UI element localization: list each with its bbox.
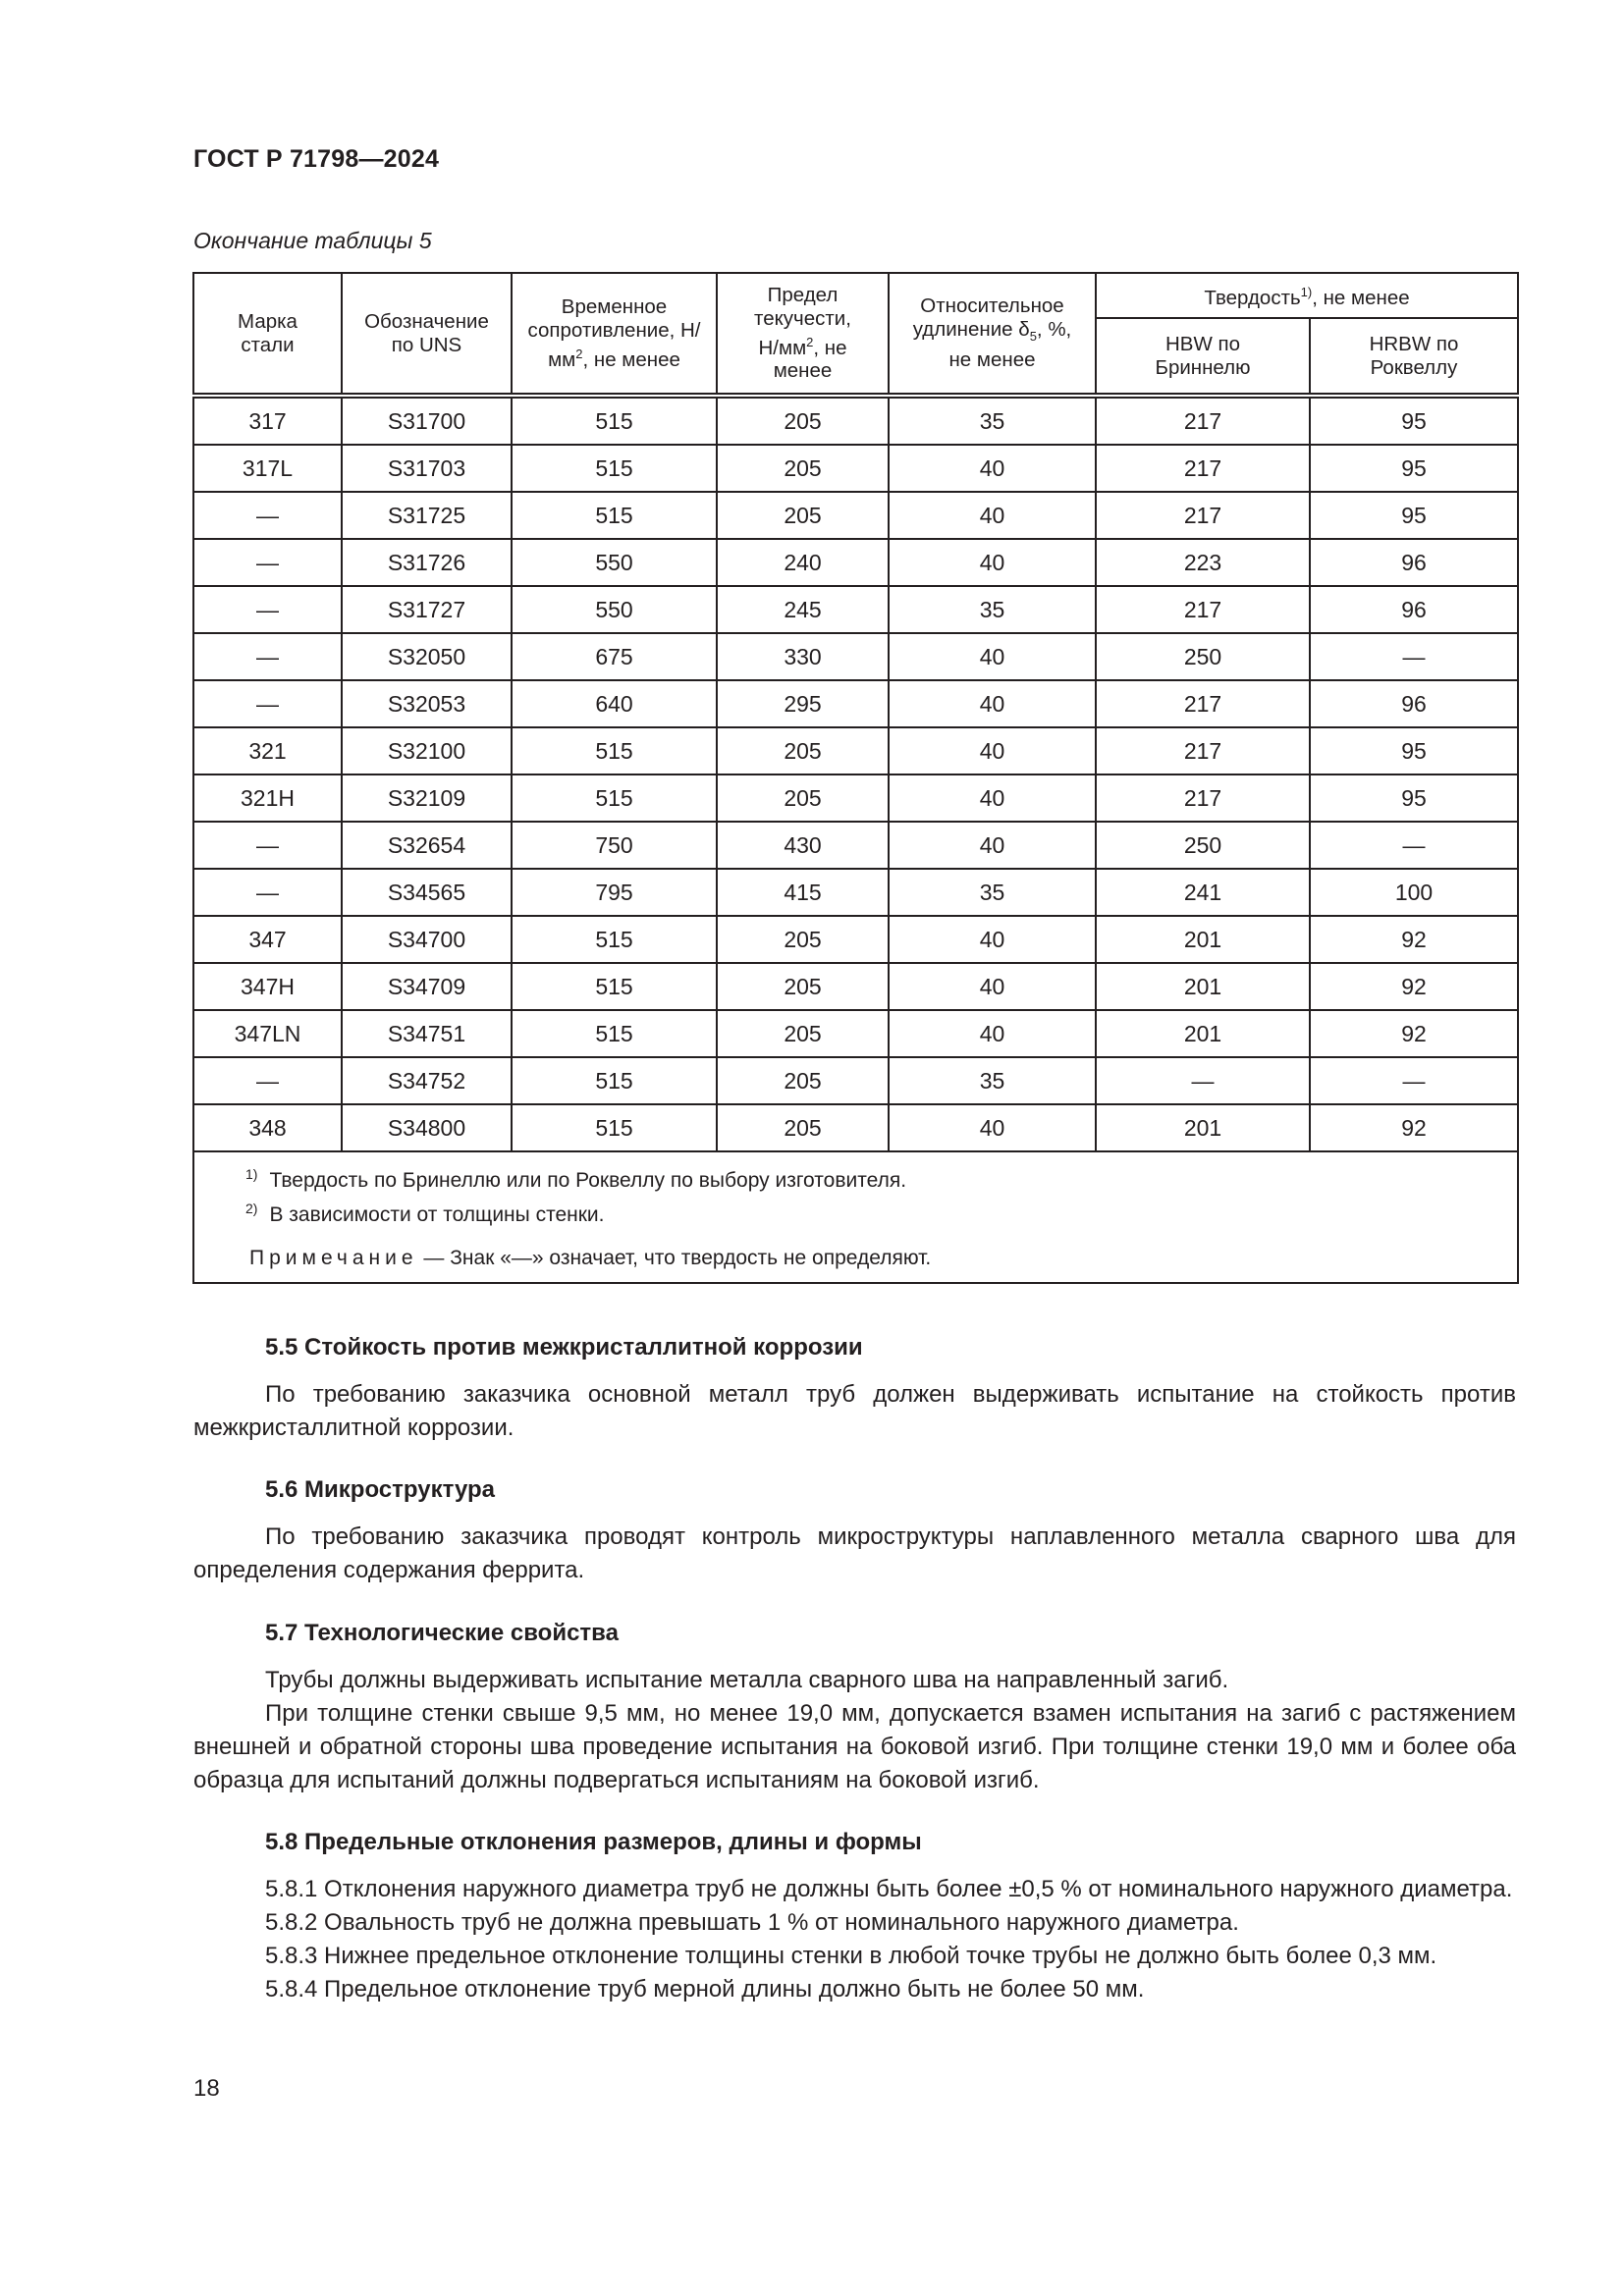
table-row	[193, 586, 1518, 633]
cell-elong: 40	[889, 1010, 1096, 1057]
cell-hrbw: 92	[1310, 916, 1518, 963]
cell-tensile: 550	[512, 539, 717, 586]
cell-hbw: 201	[1096, 1010, 1310, 1057]
table-row	[193, 680, 1518, 727]
cell-elong: 35	[889, 1057, 1096, 1104]
cell-uns: S31727	[342, 586, 512, 633]
cell-hrbw: —	[1310, 633, 1518, 680]
cell-hbw: 250	[1096, 633, 1310, 680]
cell-hbw: 217	[1096, 727, 1310, 774]
section-5-6	[193, 1473, 1516, 1587]
table-row	[193, 396, 1518, 445]
cell-hrbw: 95	[1310, 445, 1518, 492]
cell-uns: S32053	[342, 680, 512, 727]
cell-tensile: 515	[512, 1010, 717, 1057]
header-elongation: Относительное удлинение $\delta_5$, %, не менее	[889, 273, 1096, 396]
cell-yield: 205	[717, 396, 889, 445]
header-uns: Обозначение по UNS	[342, 273, 512, 396]
cell-grade: 317	[193, 396, 342, 445]
cell-hrbw: 92	[1310, 1104, 1518, 1151]
cell-tensile: 515	[512, 774, 717, 822]
cell-uns: S32109	[342, 774, 512, 822]
table-row	[193, 1104, 1518, 1151]
cell-hrbw: 96	[1310, 539, 1518, 586]
paragraph: 5.8.3 Нижнее предельное отклонение толщины стенки в любой точке трубы не должно быть более 0,3 мм.	[265, 1943, 1437, 1969]
cell-hrbw: 95	[1310, 727, 1518, 774]
table-row	[193, 445, 1518, 492]
cell-hrbw: 100	[1310, 869, 1518, 916]
cell-elong: 40	[889, 916, 1096, 963]
paragraph: 5.8.2 Овальность труб не должна превышать 1 % от номинального наружного диаметра.	[265, 1909, 1239, 1936]
cell-grade: 321	[193, 727, 342, 774]
cell-yield: 415	[717, 869, 889, 916]
table-row	[193, 539, 1518, 586]
cell-uns: S34700	[342, 916, 512, 963]
header-yield-strength: Предел текучести, $Н/мм^2$, не менее	[717, 273, 889, 396]
cell-grade: —	[193, 680, 342, 727]
table-body	[193, 396, 1518, 1283]
cell-hrbw: 92	[1310, 963, 1518, 1010]
cell-grade: —	[193, 822, 342, 869]
cell-hrbw: —	[1310, 822, 1518, 869]
section-5-7	[193, 1617, 1516, 1797]
cell-uns: S34751	[342, 1010, 512, 1057]
cell-grade: —	[193, 539, 342, 586]
cell-yield: 430	[717, 822, 889, 869]
footnote-1: $^{1)}$ Твердость по Бринеллю или по Роквеллу по выбору изготовителя.	[245, 1166, 907, 1192]
cell-uns: S34709	[342, 963, 512, 1010]
paragraph: Трубы должны выдерживать испытание металла сварного шва на направленный загиб.	[265, 1667, 1229, 1693]
table-footnotes	[193, 1151, 1518, 1283]
cell-uns: S32100	[342, 727, 512, 774]
cell-yield: 205	[717, 916, 889, 963]
table-row	[193, 916, 1518, 963]
section-title: 5.7 Технологические свойства	[265, 1620, 619, 1646]
document-id-header: ГОСТ Р 71798—2024	[193, 145, 440, 173]
paragraph: По требованию заказчика проводят контроль микроструктуры наплавленного металла сварного шва для определения содержания феррита.	[193, 1523, 1516, 1583]
cell-hbw: 217	[1096, 586, 1310, 633]
table-row	[193, 1010, 1518, 1057]
section-title: 5.6 Микроструктура	[265, 1476, 495, 1503]
paragraph: При толщине стенки свыше 9,5 мм, но менее 19,0 мм, допускается взамен испытания на загиб с растяжением внешней и обратной стороны шва проведение испытания на боковой изгиб. При толщине стенки 19,0 мм и более оба образца для испытаний должны подвергаться испытаниям на боковой изгиб.	[193, 1700, 1516, 1793]
cell-hbw: 217	[1096, 492, 1310, 539]
cell-grade: 347LN	[193, 1010, 342, 1057]
cell-hrbw: 96	[1310, 680, 1518, 727]
section-title: 5.8 Предельные отклонения размеров, длины и формы	[265, 1829, 922, 1855]
cell-grade: —	[193, 1057, 342, 1104]
cell-yield: 205	[717, 445, 889, 492]
table-caption: Окончание таблицы 5	[193, 228, 432, 253]
cell-hbw: 250	[1096, 822, 1310, 869]
cell-uns: S31703	[342, 445, 512, 492]
paragraph: 5.8.1 Отклонения наружного диаметра труб не должны быть более ±0,5 % от номинального наружного диаметра.	[265, 1876, 1513, 1902]
table-row	[193, 1057, 1518, 1104]
cell-grade: —	[193, 492, 342, 539]
cell-hrbw: 95	[1310, 396, 1518, 445]
cell-hbw: 217	[1096, 445, 1310, 492]
cell-yield: 205	[717, 963, 889, 1010]
table-row	[193, 492, 1518, 539]
cell-elong: 40	[889, 680, 1096, 727]
cell-tensile: 515	[512, 396, 717, 445]
cell-hbw: 201	[1096, 916, 1310, 963]
cell-elong: 40	[889, 633, 1096, 680]
cell-hbw: 217	[1096, 680, 1310, 727]
cell-yield: 205	[717, 1057, 889, 1104]
section-5-5	[193, 1331, 1516, 1445]
cell-elong: 40	[889, 1104, 1096, 1151]
cell-tensile: 750	[512, 822, 717, 869]
cell-yield: 205	[717, 492, 889, 539]
cell-tensile: 675	[512, 633, 717, 680]
cell-tensile: 515	[512, 916, 717, 963]
cell-tensile: 795	[512, 869, 717, 916]
cell-hrbw: 95	[1310, 774, 1518, 822]
cell-elong: 40	[889, 727, 1096, 774]
cell-grade: 317L	[193, 445, 342, 492]
mechanical-properties-table	[192, 272, 1519, 1284]
cell-yield: 245	[717, 586, 889, 633]
cell-elong: 35	[889, 869, 1096, 916]
section-5-8	[193, 1826, 1516, 2006]
footnote-2: $^{2)}$ В зависимости от толщины стенки.	[245, 1201, 605, 1226]
cell-tensile: 640	[512, 680, 717, 727]
cell-yield: 205	[717, 1010, 889, 1057]
cell-elong: 35	[889, 396, 1096, 445]
page-number: 18	[193, 2075, 220, 2102]
header-hardness: Твердость$^{1)}$, не менее	[1096, 273, 1518, 318]
cell-grade: 348	[193, 1104, 342, 1151]
cell-hbw: 201	[1096, 1104, 1310, 1151]
cell-hrbw: 95	[1310, 492, 1518, 539]
cell-elong: 40	[889, 492, 1096, 539]
cell-elong: 40	[889, 963, 1096, 1010]
cell-uns: S32050	[342, 633, 512, 680]
cell-uns: S34800	[342, 1104, 512, 1151]
cell-yield: 240	[717, 539, 889, 586]
cell-hbw: 217	[1096, 396, 1310, 445]
paragraph: По требованию заказчика основной металл труб должен выдерживать испытание на стойкость против межкристаллитной коррозии.	[193, 1381, 1516, 1441]
cell-grade: 347H	[193, 963, 342, 1010]
header-tensile-strength: Временное сопротивление, $Н/мм^2$, не менее	[512, 273, 717, 396]
table-row	[193, 822, 1518, 869]
cell-elong: 40	[889, 539, 1096, 586]
table-row	[193, 727, 1518, 774]
cell-yield: 205	[717, 774, 889, 822]
table-row	[193, 774, 1518, 822]
cell-hrbw: 96	[1310, 586, 1518, 633]
cell-uns: S31700	[342, 396, 512, 445]
cell-tensile: 515	[512, 492, 717, 539]
cell-tensile: 515	[512, 963, 717, 1010]
cell-tensile: 515	[512, 727, 717, 774]
header-steel-grade: Марка стали	[193, 273, 342, 396]
cell-elong: 40	[889, 445, 1096, 492]
cell-uns: S31725	[342, 492, 512, 539]
cell-grade: 347	[193, 916, 342, 963]
cell-elong: 40	[889, 822, 1096, 869]
table-row	[193, 963, 1518, 1010]
cell-hbw: 241	[1096, 869, 1310, 916]
header-hrbw: HRBW по Роквеллу	[1310, 318, 1518, 396]
cell-hrbw: 92	[1310, 1010, 1518, 1057]
cell-elong: 35	[889, 586, 1096, 633]
cell-yield: 205	[717, 727, 889, 774]
cell-uns: S32654	[342, 822, 512, 869]
cell-uns: S31726	[342, 539, 512, 586]
cell-hbw: 201	[1096, 963, 1310, 1010]
cell-grade: —	[193, 633, 342, 680]
cell-grade: —	[193, 586, 342, 633]
cell-tensile: 515	[512, 1104, 717, 1151]
table-row	[193, 869, 1518, 916]
header-hbw: HBW по Бриннелю	[1096, 318, 1310, 396]
cell-hbw: 223	[1096, 539, 1310, 586]
cell-yield: 295	[717, 680, 889, 727]
cell-hbw: 217	[1096, 774, 1310, 822]
cell-grade: —	[193, 869, 342, 916]
section-title: 5.5 Стойкость против межкристаллитной коррозии	[265, 1334, 863, 1361]
cell-tensile: 515	[512, 445, 717, 492]
cell-uns: S34752	[342, 1057, 512, 1104]
cell-elong: 40	[889, 774, 1096, 822]
cell-uns: S34565	[342, 869, 512, 916]
cell-tensile: 515	[512, 1057, 717, 1104]
cell-hrbw: —	[1310, 1057, 1518, 1104]
paragraph: 5.8.4 Предельное отклонение труб мерной длины должно быть не более 50 мм.	[265, 1976, 1145, 2002]
cell-grade: 321H	[193, 774, 342, 822]
cell-tensile: 550	[512, 586, 717, 633]
cell-yield: 330	[717, 633, 889, 680]
table-note: Примечание — Знак «—» означает, что твердость не определяют.	[249, 1247, 932, 1269]
cell-yield: 205	[717, 1104, 889, 1151]
table-row	[193, 633, 1518, 680]
cell-hbw: —	[1096, 1057, 1310, 1104]
